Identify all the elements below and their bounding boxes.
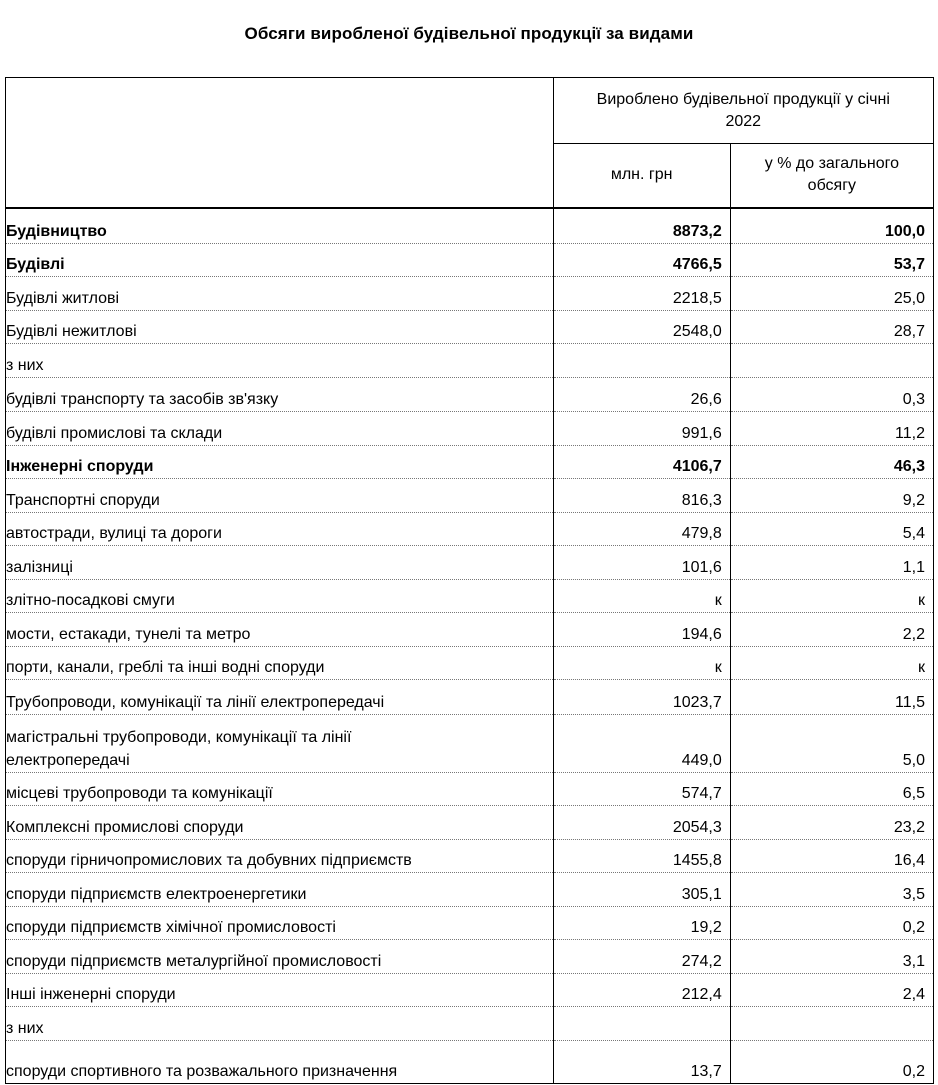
row-label: споруди підприємств електроенергетики (6, 873, 554, 907)
row-label: порти, канали, греблі та інші водні споруди (6, 647, 554, 680)
table-row (6, 546, 934, 580)
row-percent: 28,7 (730, 311, 933, 344)
row-value: 991,6 (553, 412, 730, 446)
row-value: 574,7 (553, 773, 730, 806)
row-percent: 11,2 (730, 412, 933, 446)
row-percent: 0,2 (730, 1041, 933, 1084)
row-label: Будівлі (6, 244, 554, 277)
row-label: Комплексні промислові споруди (6, 806, 554, 840)
row-value: 449,0 (553, 715, 730, 773)
row-label: з них (6, 1007, 554, 1041)
row-percent: 3,1 (730, 940, 933, 974)
table-row (6, 378, 934, 412)
table-row (6, 873, 934, 907)
table-row (6, 974, 934, 1007)
header-group (553, 78, 933, 144)
header-percent (730, 144, 933, 208)
row-label: Будівництво (6, 208, 554, 244)
row-label: споруди спортивного та розважального призначення (6, 1041, 554, 1084)
row-label: Будівлі житлові (6, 277, 554, 311)
row-percent: 25,0 (730, 277, 933, 311)
row-percent: 5,0 (730, 715, 933, 773)
row-value: 2548,0 (553, 311, 730, 344)
table-row (6, 840, 934, 873)
table-row (6, 773, 934, 806)
row-label: Інженерні споруди (6, 446, 554, 479)
row-label: злітно-посадкові смуги (6, 580, 554, 613)
row-value: 305,1 (553, 873, 730, 907)
table-row (6, 244, 934, 277)
row-value (553, 344, 730, 378)
row-label: автостради, вулиці та дороги (6, 513, 554, 546)
table-row (6, 208, 934, 244)
table-row (6, 311, 934, 344)
row-percent: 2,2 (730, 613, 933, 647)
table-row (6, 940, 934, 974)
row-percent: 23,2 (730, 806, 933, 840)
row-value: 212,4 (553, 974, 730, 1007)
table-row (6, 513, 934, 546)
row-label: споруди гірничопромислових та добувних підприємств (6, 840, 554, 873)
table-row (6, 806, 934, 840)
row-value: 4766,5 (553, 244, 730, 277)
row-label (6, 715, 554, 773)
table-row (6, 680, 934, 715)
row-label: залізниці (6, 546, 554, 580)
row-value: к (553, 647, 730, 680)
row-percent (730, 1007, 933, 1041)
row-percent: 1,1 (730, 546, 933, 580)
table-row (6, 1007, 934, 1041)
header-blank-cell (6, 78, 554, 208)
row-value: 26,6 (553, 378, 730, 412)
row-value (553, 1007, 730, 1041)
table-row (6, 647, 934, 680)
table-row (6, 613, 934, 647)
row-value: 1455,8 (553, 840, 730, 873)
table-row (6, 479, 934, 513)
table-row (6, 277, 934, 311)
row-percent: 5,4 (730, 513, 933, 546)
row-percent: 3,5 (730, 873, 933, 907)
row-label: Будівлі нежитлові (6, 311, 554, 344)
row-label: Транспортні споруди (6, 479, 554, 513)
table-row (6, 715, 934, 773)
row-value: к (553, 580, 730, 613)
row-label: будівлі транспорту та засобів зв'язку (6, 378, 554, 412)
header-value (553, 144, 730, 208)
row-value: 274,2 (553, 940, 730, 974)
header-value-label: млн. грн (610, 166, 673, 184)
row-value: 816,3 (553, 479, 730, 513)
row-percent: 100,0 (730, 208, 933, 244)
row-label: Інші інженерні споруди (6, 974, 554, 1007)
row-value: 194,6 (553, 613, 730, 647)
table-row (6, 580, 934, 613)
table-row (6, 412, 934, 446)
row-percent: 6,5 (730, 773, 933, 806)
row-value: 2054,3 (553, 806, 730, 840)
row-percent: 11,5 (730, 680, 933, 715)
row-value: 479,8 (553, 513, 730, 546)
row-value: 19,2 (553, 907, 730, 940)
row-value: 1023,7 (553, 680, 730, 715)
table-row (6, 446, 934, 479)
row-percent: 0,3 (730, 378, 933, 412)
row-value: 4106,7 (553, 446, 730, 479)
row-label-text: магістральні трубопроводи, комунікації та лінії електропередачі (6, 729, 352, 769)
row-percent: 9,2 (730, 479, 933, 513)
row-label: місцеві трубопроводи та комунікації (6, 773, 554, 806)
row-value: 8873,2 (553, 208, 730, 244)
header-group-label: Вироблено будівельної продукції у січні 2022 (596, 90, 890, 130)
row-label: з них (6, 344, 554, 378)
row-label: споруди підприємств металургійної промисловості (6, 940, 554, 974)
row-label: споруди підприємств хімічної промисловості (6, 907, 554, 940)
row-percent: 0,2 (730, 907, 933, 940)
row-label: будівлі промислові та склади (6, 412, 554, 446)
row-value: 101,6 (553, 546, 730, 580)
production-table (5, 77, 934, 1084)
table-row (6, 344, 934, 378)
table-row (6, 1041, 934, 1084)
row-label: Трубопроводи, комунікації та лінії електропередачі (6, 680, 554, 715)
table-row (6, 907, 934, 940)
row-percent: 2,4 (730, 974, 933, 1007)
header-percent-label: у % до загального обсягу (764, 155, 899, 195)
row-value: 2218,5 (553, 277, 730, 311)
page-title: Обсяги виробленої будівельної продукції за видами (244, 24, 694, 43)
row-percent: 16,4 (730, 840, 933, 873)
row-value: 13,7 (553, 1041, 730, 1084)
row-percent: 46,3 (730, 446, 933, 479)
row-percent: к (730, 647, 933, 680)
table-header (6, 78, 934, 208)
row-label: мости, естакади, тунелі та метро (6, 613, 554, 647)
row-percent: 53,7 (730, 244, 933, 277)
row-percent (730, 344, 933, 378)
row-percent: к (730, 580, 933, 613)
